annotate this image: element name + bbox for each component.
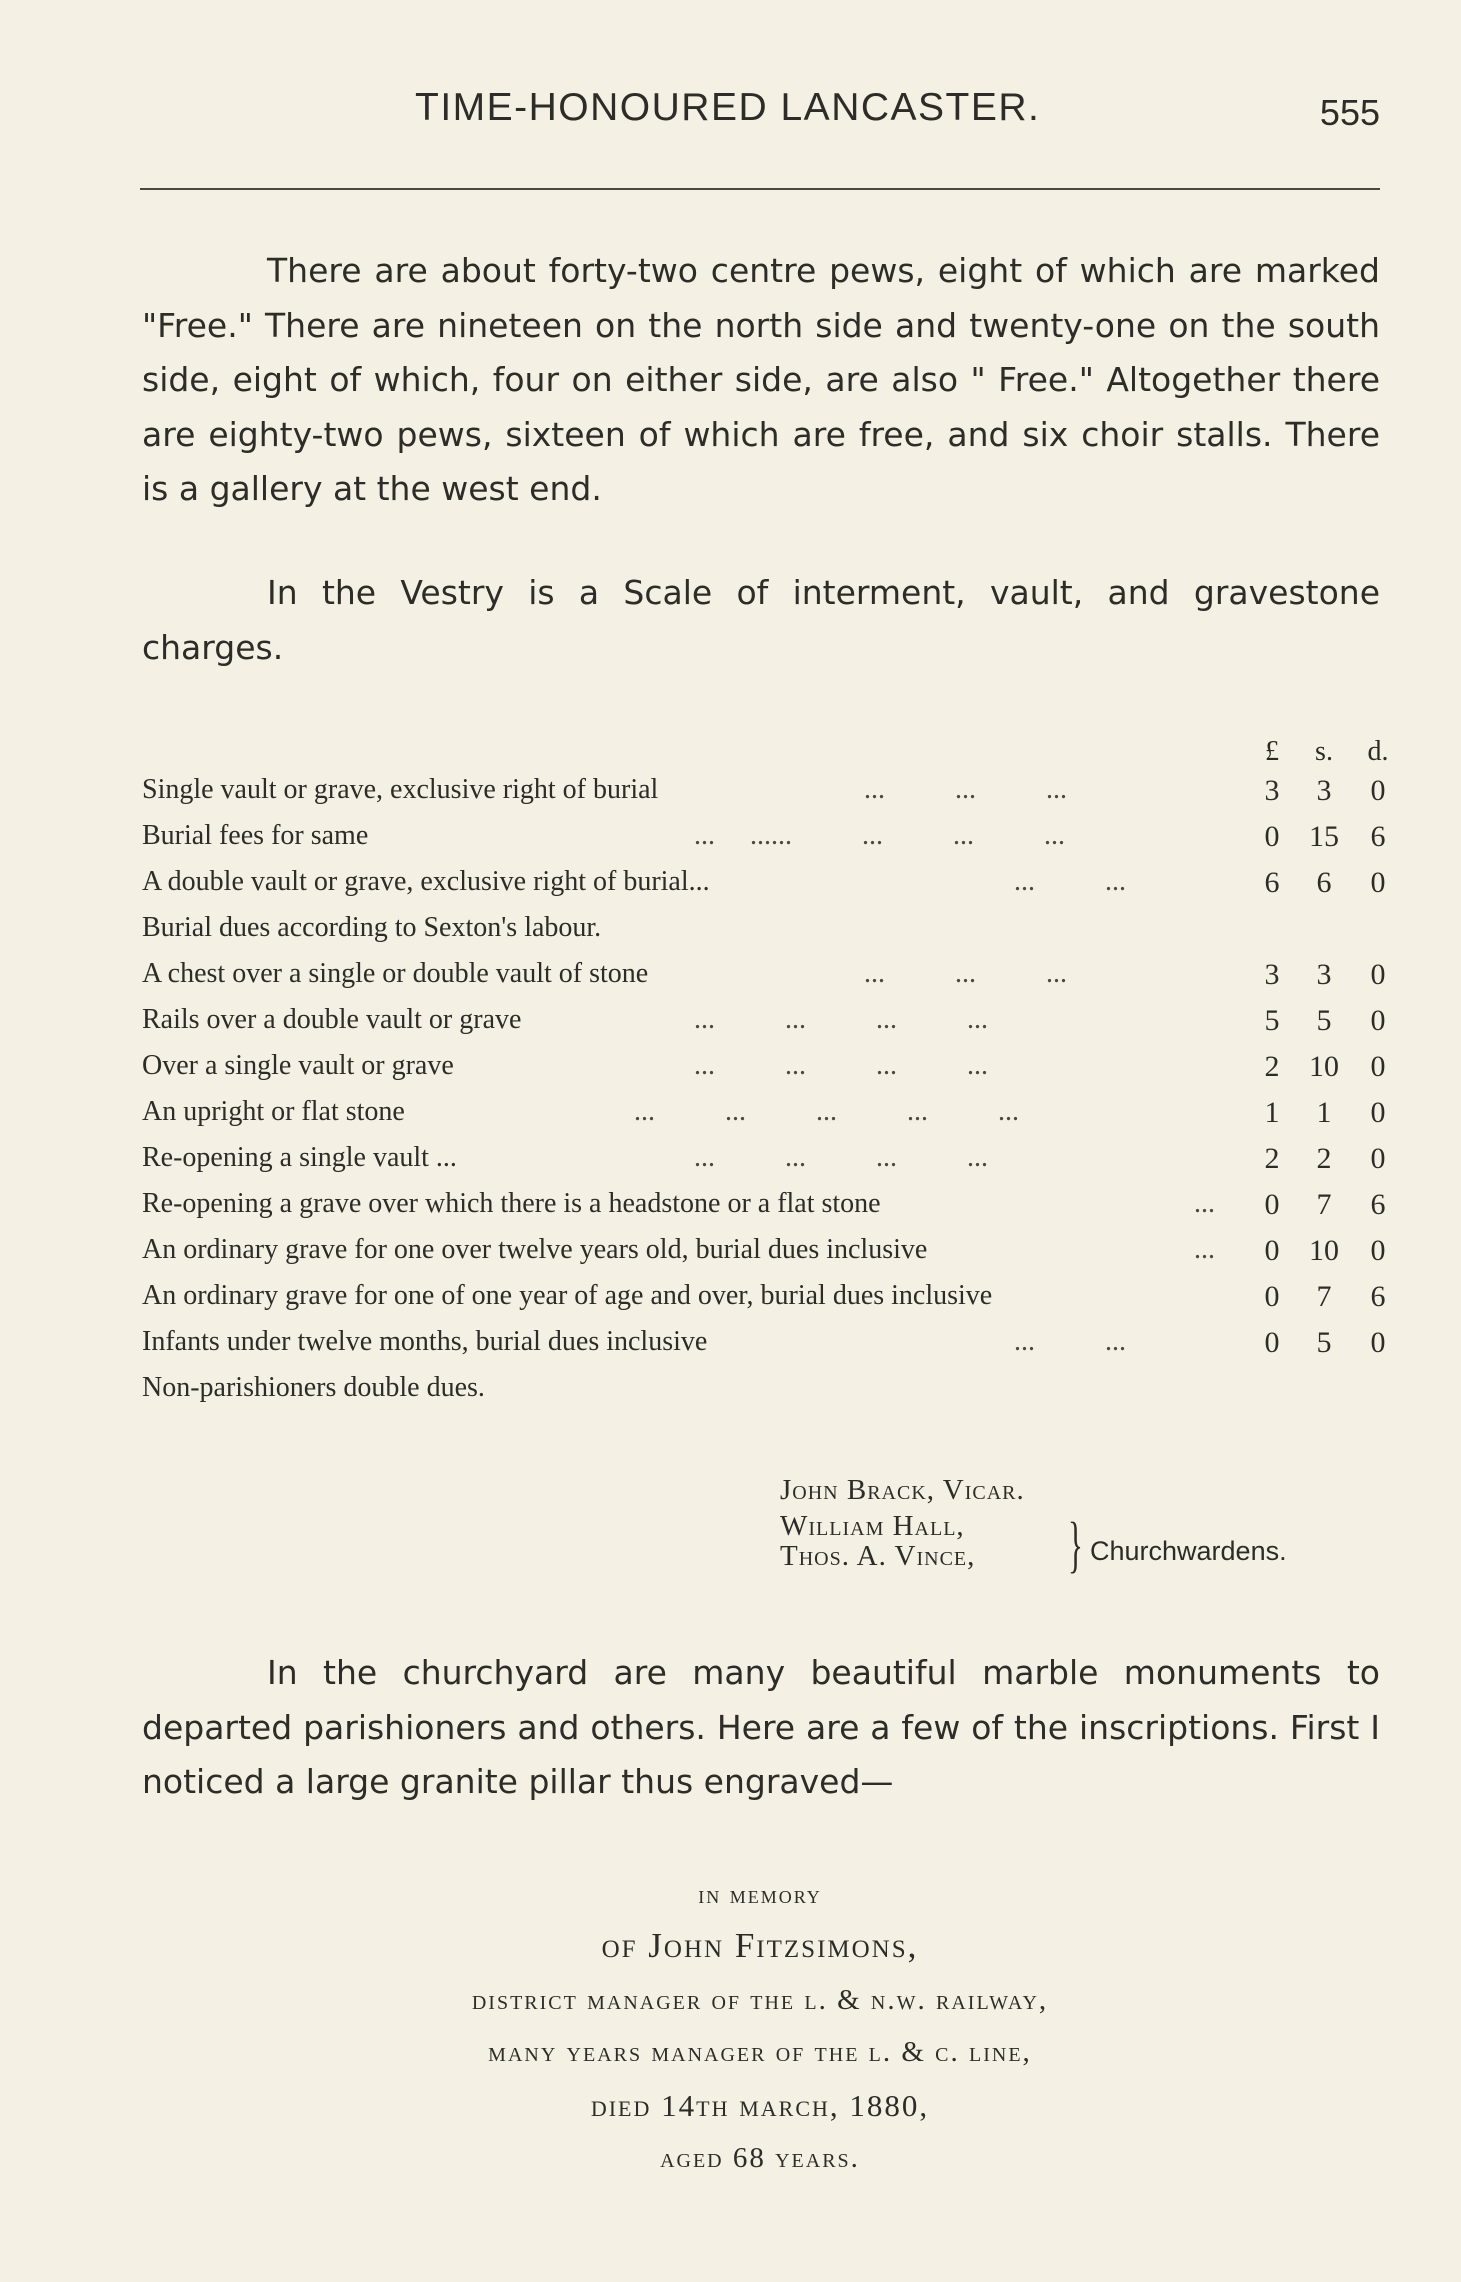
pounds-value: 3	[1264, 958, 1280, 991]
warden-2-signature: Thos. A. Vince,	[780, 1540, 976, 1572]
paragraph-pews-text: There are about forty-two centre pews, eight of which are marked "Free." There are nineteen on the north side and twenty-one on the south side, eight of which, four on either side, are also " Free." Altogether there are eighty-two pews, sixteen of which are free, and six choir stalls. There is a gallery at the west end.	[142, 251, 1380, 508]
pence-header: d.	[1367, 736, 1389, 767]
pounds-value: 0	[1264, 1234, 1280, 1267]
pence-value: 0	[1370, 958, 1386, 991]
churchwardens-label: Churchwardens.	[1090, 1536, 1287, 1566]
fee-row	[142, 816, 1386, 862]
shillings-value: 15	[1309, 820, 1339, 853]
pounds-header: £	[1265, 736, 1279, 767]
fee-item: Non-parishioners double dues.	[142, 1372, 485, 1403]
paragraph-pews	[142, 244, 1380, 517]
fee-row	[142, 1276, 1386, 1322]
fee-row	[142, 1368, 1382, 1414]
fee-row	[142, 1230, 1386, 1276]
inscription-line-2: of John Fitzsimons,	[601, 1926, 919, 1965]
fee-item: Burial dues according to Sexton's labour.	[142, 912, 602, 943]
paragraph-churchyard-text: In the churchyard are many beautiful marble monuments to departed parishioners and others. Here are a few of the inscriptions. First I noticed a large granite pillar thus engraved—	[142, 1653, 1380, 1801]
shillings-value: 5	[1316, 1004, 1332, 1037]
shillings-value: 10	[1309, 1234, 1339, 1267]
shillings-header: s.	[1315, 736, 1333, 767]
dot-leader: ... ...... ... ... ...	[694, 820, 1065, 851]
pence-value: 0	[1370, 866, 1386, 899]
dot-leader: ...	[1194, 1188, 1215, 1219]
fee-item: An ordinary grave for one over twelve years old, burial dues inclusive	[142, 1234, 928, 1265]
pounds-value: 2	[1264, 1050, 1280, 1083]
fee-row	[142, 1000, 1386, 1046]
pounds-value: 5	[1264, 1004, 1280, 1037]
shillings-value: 7	[1316, 1280, 1332, 1313]
fee-table-header	[142, 736, 1389, 770]
fee-item: A chest over a single or double vault of stone	[142, 958, 649, 989]
dot-leader: ... ... ... ...	[694, 1050, 988, 1081]
pence-value: 0	[1370, 1050, 1386, 1083]
pounds-value: 0	[1264, 820, 1280, 853]
inscription-line-6: aged 68 years.	[660, 2142, 860, 2174]
dot-leader: ... ... ... ...	[694, 1142, 988, 1173]
running-title: TIME-HONOURED LANCASTER.	[415, 86, 1041, 129]
paragraph-vestry	[142, 566, 1380, 675]
dot-leader: ...	[1194, 1234, 1215, 1265]
pence-value: 6	[1370, 1188, 1386, 1221]
fee-row	[142, 1092, 1386, 1138]
dot-leader: ... ... ...	[864, 958, 1067, 989]
vicar-signature: John Brack, Vicar.	[780, 1474, 1025, 1506]
shillings-value: 3	[1316, 958, 1332, 991]
shillings-value: 7	[1316, 1188, 1332, 1221]
paragraph-churchyard	[142, 1646, 1380, 1810]
pence-value: 6	[1370, 820, 1386, 853]
inscription-line-1: in memory	[698, 1880, 822, 1909]
fee-item: A double vault or grave, exclusive right of burial...	[142, 866, 710, 897]
brace-icon: }	[1068, 1511, 1083, 1579]
fee-rows	[142, 770, 1386, 1414]
running-head	[140, 86, 1380, 146]
fee-item: Re-opening a single vault ...	[142, 1142, 457, 1173]
pence-value: 0	[1370, 1326, 1386, 1359]
fee-row	[142, 1138, 1386, 1184]
pounds-value: 0	[1264, 1188, 1280, 1221]
page-number: 555	[1319, 92, 1380, 133]
warden-1-signature: William Hall,	[780, 1510, 965, 1542]
pence-value: 0	[1370, 774, 1386, 807]
fee-row	[142, 1046, 1386, 1092]
pounds-value: 0	[1264, 1326, 1280, 1359]
pence-value: 6	[1370, 1280, 1386, 1313]
fee-item: Over a single vault or grave	[142, 1050, 454, 1081]
pounds-value: 2	[1264, 1142, 1280, 1175]
dot-leader: ... ... ... ...	[694, 1004, 988, 1035]
pounds-value: 6	[1264, 866, 1280, 899]
pence-value: 0	[1370, 1096, 1386, 1129]
fee-row	[142, 954, 1386, 1000]
pounds-value: 0	[1264, 1280, 1280, 1313]
fee-row	[142, 1322, 1386, 1368]
fee-row	[142, 908, 1382, 954]
paragraph-vestry-text: In the Vestry is a Scale of interment, vault, and gravestone charges.	[142, 573, 1380, 667]
shillings-value: 2	[1316, 1142, 1332, 1175]
pounds-value: 3	[1264, 774, 1280, 807]
shillings-value: 10	[1309, 1050, 1339, 1083]
fee-row	[142, 862, 1386, 908]
fee-item: Infants under twelve months, burial dues inclusive	[142, 1326, 708, 1357]
fee-row	[142, 1184, 1386, 1230]
header-rule	[140, 188, 1380, 190]
fee-item: Rails over a double vault or grave	[142, 1004, 522, 1035]
pence-value: 0	[1370, 1004, 1386, 1037]
dot-leader: ... ... ... ... ...	[634, 1096, 1019, 1127]
inscription-line-5: died 14th march, 1880,	[590, 2088, 930, 2123]
dot-leader: ... ...	[1014, 866, 1126, 897]
fee-item: An ordinary grave for one of one year of age and over, burial dues inclusive	[142, 1280, 993, 1311]
inscription-line-4: many years manager of the l. & c. line,	[488, 2036, 1032, 2068]
shillings-value: 5	[1316, 1326, 1332, 1359]
inscription-line-3: district manager of the l. & n.w. railway,	[471, 1984, 1049, 2016]
fee-item: Re-opening a grave over which there is a headstone or a flat stone	[142, 1188, 881, 1219]
fee-item: Burial fees for same	[142, 820, 369, 851]
fee-item: An upright or flat stone	[142, 1096, 405, 1127]
shillings-value: 1	[1316, 1096, 1332, 1129]
fee-item: Single vault or grave, exclusive right of burial	[142, 774, 659, 805]
shillings-value: 6	[1316, 866, 1332, 899]
dot-leader: ... ...	[1014, 1326, 1126, 1357]
dot-leader: ... ... ...	[864, 774, 1067, 805]
shillings-value: 3	[1316, 774, 1332, 807]
pounds-value: 1	[1264, 1096, 1280, 1129]
pence-value: 0	[1370, 1142, 1386, 1175]
fee-row	[142, 770, 1386, 816]
fee-table	[142, 736, 1389, 1414]
pence-value: 0	[1370, 1234, 1386, 1267]
